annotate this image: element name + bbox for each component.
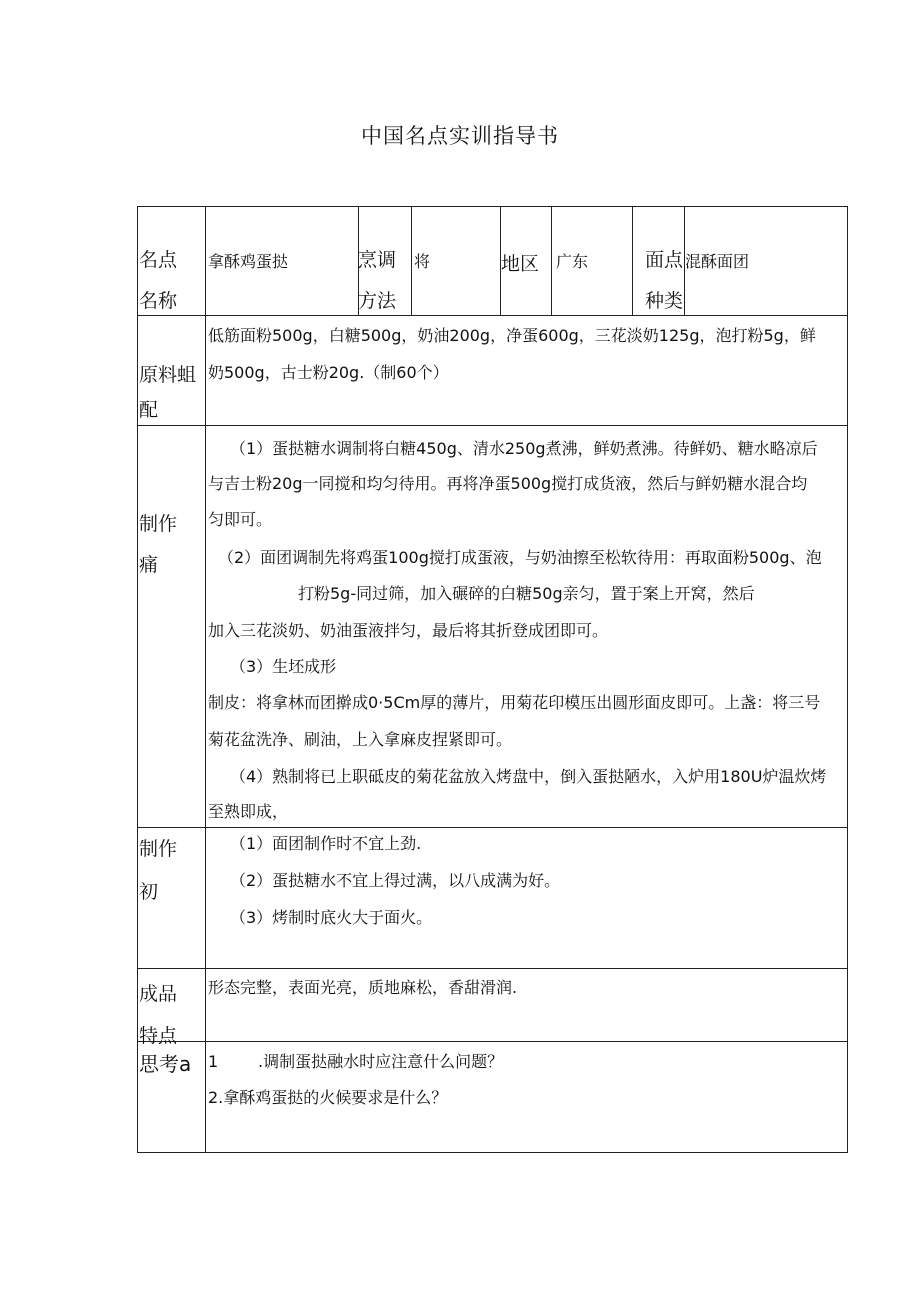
features-text: 形态完整，表面光亮，质地麻松，香甜滑润. <box>208 978 518 997</box>
region-value: 广东 <box>556 252 589 271</box>
dough-value: 混酥面团 <box>685 252 750 271</box>
process-label-line2: 痛 <box>139 554 159 576</box>
method-label-line1: 烹调 <box>358 249 397 271</box>
process-line: 至熟即成， <box>208 802 289 821</box>
process-line: 匀即可。 <box>208 510 273 529</box>
features-label-line1: 成品 <box>139 983 178 1005</box>
cell-process-label <box>137 425 206 828</box>
notes-label-line1: 制作 <box>139 838 178 860</box>
ingredients-line: 低筋面粉500g，白糖500g，奶油200g，净蛋600g，三花淡奶125g，泡打粉5g，鲜 <box>208 326 816 345</box>
dough-label-line2: 种类 <box>645 290 684 312</box>
features-label-line2: 特点 <box>139 1025 178 1047</box>
questions-label: 思考a <box>139 1052 192 1076</box>
question-2: 2.拿酥鸡蛋挞的火候要求是什么？ <box>208 1088 448 1107</box>
name-value: 拿酥鸡蛋挞 <box>208 252 289 271</box>
ingredients-label-line1: 原料蛆 <box>139 364 197 386</box>
process-label-line1: 制作 <box>139 513 178 535</box>
question-1-text: .调制蛋挞融水时应注意什么问题？ <box>258 1052 504 1071</box>
process-line: 制皮：将拿林而团擀成0·5Cm厚的薄片，用菊花印模压出圆形面皮即可。上盏：将三号 <box>208 693 821 712</box>
process-line: （1）蛋挞糖水调制将白糖450g、清水250g煮沸，鲜奶煮沸。待鲜奶、糖水略凉后 <box>230 439 818 458</box>
page-title: 中国名点实训指导书 <box>361 124 559 148</box>
process-line: 打粉5g-同过筛，加入碾碎的白糖50g亲匀，置于案上开窝，然后 <box>298 584 755 603</box>
notes-line: （3）烤制时底火大于面火。 <box>230 908 433 927</box>
process-line: （4）熟制将已上职砥皮的菊花盆放入烤盘中，倒入蛋挞陋水，入炉用180U炉温炊烤 <box>230 767 827 786</box>
notes-label-line2: 初 <box>139 881 159 903</box>
dough-label-line1: 面点 <box>645 249 684 271</box>
process-line: 加入三花淡奶、奶油蛋液拌匀，最后将其折登成团即可。 <box>208 621 609 640</box>
method-value: 将 <box>414 252 431 271</box>
process-line: 与吉士粉20g一同搅和均匀待用。再将净蛋500g搅打成货液，然后与鲜奶糖水混合均 <box>208 474 808 493</box>
region-label: 地区 <box>501 253 540 275</box>
question-1-number: 1 <box>208 1052 219 1071</box>
ingredients-line: 奶500g，古士粉20g.（制60个） <box>208 363 449 382</box>
method-label-line2: 方法 <box>358 290 397 312</box>
notes-line: （2）蛋挞糖水不宜上得过满，以八成满为好。 <box>230 871 561 890</box>
notes-line: （1）面团制作时不宜上劲. <box>230 834 422 853</box>
name-label-line2: 名称 <box>139 290 178 312</box>
process-line: （2）面团调制先将鸡蛋100g搅打成蛋液，与奶油擦至松软待用：再取面粉500g、泡 <box>218 548 822 567</box>
name-label-line1: 名点 <box>139 249 178 271</box>
process-line: 菊花盆洗净、刷油，上入拿麻皮捏紧即可。 <box>208 730 513 749</box>
process-line: （3）生坯成形 <box>230 657 337 676</box>
ingredients-label-line2: 配 <box>139 399 159 421</box>
